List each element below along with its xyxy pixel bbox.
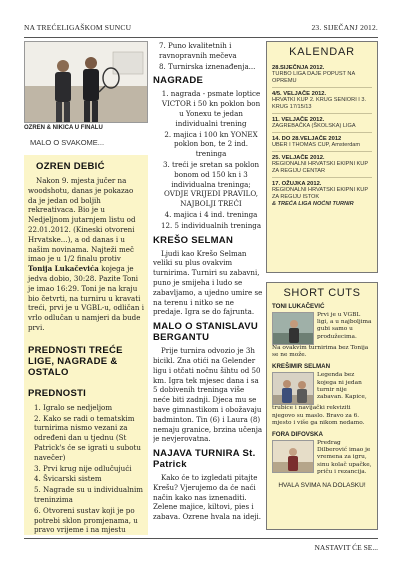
list-item: 2. Kako se radi o tematskim turnirima nismo vezani za određeni dan u tjednu (St Patrick's će se igrati u subotu navečer) bbox=[34, 413, 141, 462]
finalists-photo bbox=[24, 41, 148, 123]
footer-rule bbox=[24, 538, 378, 539]
najava-article: Kako će to izgledati pitajte Krešu? Vjerujemo da će naći način kako nas iznenaditi. Zelene majice, kiltovi, pies i zabava. Ozrene hvala na ideji. bbox=[153, 473, 261, 522]
shortcut-name: TONI LUKAČEVIĆ bbox=[272, 303, 325, 310]
list-item: 2. majica i 100 kn YONEX poklon bon, te 2 ind. treninga bbox=[164, 129, 258, 159]
event-description: HRVATKI KUP 2. KRUG SENIORI I 3. KRUG 17/15/13 bbox=[272, 97, 367, 110]
event-date: 28.SIJEČNJA 2012. bbox=[272, 65, 325, 71]
ozren-text-before: Nakon 9. mjesta jučer na woodshotu, danas je pokazao da je jedan od boljih rekreativaca. Bio je u Nedjeljnom jutarnjem listu od 22.01.2012. (Kineski otvoreni Hrvatske...), a od danas i u našim novinama. Najteži meč imao je u 1/2 finalu protiv bbox=[28, 176, 136, 264]
player-photo bbox=[272, 372, 314, 405]
stanislav-title: MALO O STANISLAVU BERGANTU bbox=[153, 321, 259, 344]
kreso-article: Ljudi kao Krešo Selman veliki su plus ovakvim turnirima. Turniri su zabavni, puno je smijeha i ludo se zabavljamo, a ujedno umire se na terenu i nitko se ne predaje. Igra se do fajrunta. bbox=[153, 248, 263, 317]
calendar-item bbox=[272, 152, 372, 178]
najava-title: NAJAVA TURNIRA St. Patrick bbox=[153, 448, 256, 471]
list-item: 12. 5 individualnih treninga bbox=[160, 220, 262, 230]
event-description-bold: & TREĆA LIGA NOĆNI TURNIR bbox=[272, 201, 354, 207]
ozren-text-after: kojega je jedva dobio, 30:28. Pazite Toni je imao 16:29. Toni je na kraju bio četvrti, na turniru u kravati treći, prvi je u VGBL-u, odličan i vrlo odlučan u namjeri da bude prvi. bbox=[28, 264, 144, 332]
event-description: ZAGREBAČKA (ŠKOLSKA) LIGA bbox=[272, 123, 356, 129]
calendar-item bbox=[272, 88, 372, 114]
prednosti-list-continued bbox=[153, 41, 263, 71]
prednosti-lige-title: PREDNOSTI TREĆE LIGE, NAGRADE & OSTALO bbox=[28, 344, 123, 378]
shortcut-name: FORA DIFOVSKA bbox=[272, 431, 323, 439]
shortcut-text: Predrag Dilberović imao je vremena za igru, sinu kolač upačke, priču i rezancija. bbox=[317, 440, 372, 475]
closing-note: HVALA SVIMA NA DOLASKU! bbox=[278, 482, 366, 490]
prednosti-title: PREDNOSTI bbox=[28, 387, 87, 399]
newsletter-title: NA TREĆELIGAŠKOM SUNCU bbox=[24, 23, 132, 32]
shortcut-text: Legenda bez kojega ni jedan turnir nije zabavan. Kapice, bbox=[317, 372, 367, 401]
page-header bbox=[24, 23, 378, 35]
shortcuts-box bbox=[266, 282, 378, 530]
list-item: 7. Puno kvalitetnih i ravnopravnih mečeva bbox=[159, 41, 237, 60]
kreso-title: KREŠO SELMAN bbox=[153, 234, 234, 246]
ozren-text-name: Tonija Lukačevića bbox=[28, 264, 99, 274]
shortcuts-title: SHORT CUTS bbox=[283, 287, 361, 299]
event-description: UBER I THOMAS CUP, Amsterdam bbox=[272, 142, 361, 148]
calendar-box bbox=[266, 41, 378, 273]
list-item: 8. Turnirska iznenađenja... bbox=[159, 61, 256, 71]
shortcut-name: KREŠIMIR SELMAN bbox=[272, 363, 331, 371]
list-item: 3. Prvi krug nije odlučujući bbox=[34, 463, 132, 473]
player-photo bbox=[272, 440, 314, 473]
prednosti-list bbox=[28, 403, 144, 535]
player-photo bbox=[272, 312, 314, 345]
list-item: 5. Nagrade su u individualnim treninzima bbox=[34, 485, 143, 504]
event-date: 4/5. VELJAČE 2012. bbox=[272, 91, 327, 97]
calendar-item bbox=[272, 133, 372, 152]
ozren-article bbox=[28, 176, 144, 333]
ozren-box bbox=[24, 155, 148, 535]
nagrade-title: NAGRADE bbox=[153, 75, 204, 87]
list-item: 1. Igralo se nedjeljom bbox=[34, 402, 113, 412]
calendar-item bbox=[272, 114, 372, 133]
ozren-title: OZREN DEBIĆ bbox=[36, 161, 105, 172]
event-description: REGIONALNI HRVATSKI EKIPNI KUP ZA REGIJU ISTOK bbox=[272, 187, 368, 200]
calendar-item bbox=[272, 178, 372, 210]
shortcut-text-continued: Na ovakvim turnirima bez Tonija se ne može. bbox=[272, 345, 369, 359]
event-description: TURBO LIGA DAJE POPUST NA OPREMU bbox=[272, 71, 355, 84]
shortcut-text: Prvi je u VGBL ligi, a u najboljima gubi samo u produžecima. bbox=[317, 312, 372, 340]
event-date: 11. VELJAČE 2012. bbox=[272, 117, 325, 123]
shortcut-row bbox=[272, 372, 372, 405]
list-item: 6. Otvoreni sustav koji je po potrebi sklon promjenama, u pravo vrijeme i na mjestu bbox=[34, 505, 138, 535]
calendar-title: KALENDAR bbox=[289, 46, 355, 58]
left-column bbox=[24, 41, 148, 535]
stanislav-article: Prije turnira odvozio je 3h bicikl. Zna otići na Gelender ligu i otčati nočnu šihtu od 50 km. Igra tek mjesec dana i sa 5 dobivenih treninga više neće biti zadnji. Djeca mu se bave gimnastikom i obožavaju badminton. Tin (6) i Laura (8) nemaju granice, brzina učenja je nevjerovatna. bbox=[153, 346, 263, 444]
header-rule bbox=[24, 37, 378, 38]
event-date: 25. VELJAČE 2012. bbox=[272, 155, 325, 161]
event-date: 14. DO 28.VELJAČE 2012 bbox=[272, 136, 342, 142]
nagrade-list bbox=[153, 89, 263, 230]
shortcut-row bbox=[272, 440, 372, 476]
list-item: 4. Švicarski sistem bbox=[34, 474, 102, 484]
list-item: 1. nagrada - psmate loptice VICTOR i 50 kn poklon bon u Yonexu te jedan individualni trening bbox=[161, 89, 261, 128]
calendar-item bbox=[272, 62, 372, 88]
list-item: 3. treći je sretan sa poklon bonom od 150 kn i 3 individualna treninga; OVDJE VRIJEDI PRAVILO, NAJBOLJI TREĆI bbox=[162, 159, 260, 209]
section-subhead: MALO O SVAKOME... bbox=[30, 138, 105, 147]
list-item: 4. majica i 4 ind. treninga bbox=[164, 209, 258, 219]
middle-column bbox=[153, 41, 263, 535]
page-footer: NASTAVIT ĆE SE... bbox=[314, 543, 378, 552]
event-description: REGIONALNI HRVATSKI EKIPNI KUP ZA REGIJU CENTAR bbox=[272, 161, 368, 174]
event-date: 17. OŽUJKA 2012. bbox=[272, 181, 322, 187]
photo-caption: OZREN & NIKICA U FINALU bbox=[24, 125, 103, 131]
right-column bbox=[266, 41, 378, 535]
shortcut-row bbox=[272, 312, 372, 345]
issue-date: 23. SIJEČANJ 2012. bbox=[311, 23, 378, 32]
shortcut-text-continued: trubice i navijački rekviziti njegovo su maslo. Bravo za 6. mjesto i više ga nikom nedamo. bbox=[272, 405, 365, 426]
